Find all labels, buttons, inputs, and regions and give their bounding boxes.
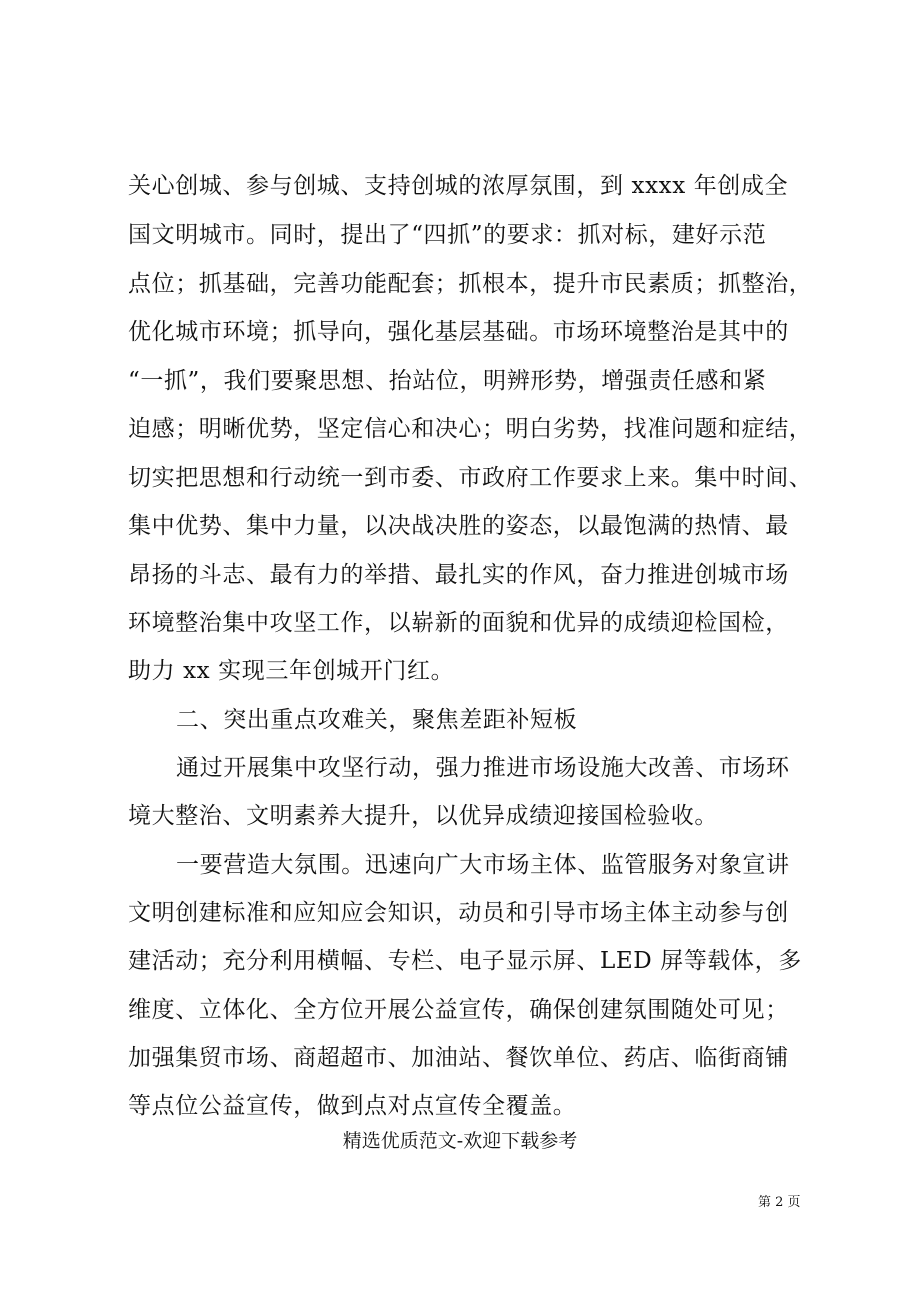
body-text-line: 建活动；充分利用横幅、专栏、电子显示屏、LED 屏等载体，多 [128,948,802,974]
section-heading: 二、突出重点攻难关，聚焦差距补短板 [176,707,578,733]
body-text-line: 文明创建标准和应知应会知识，动员和引导市场主体主动参与创 [128,900,789,926]
body-text-line: 通过开展集中攻坚行动，强力推进市场设施大改善、市场环 [176,755,790,781]
body-text-line: 境大整治、文明素养大提升，以优异成绩迎接国检验收。 [128,803,718,829]
body-text-line: 昂扬的斗志、最有力的举措、最扎实的作风，奋力推进创城市场 [128,562,789,588]
footer-note: 精选优质范文-欢迎下载参考 [342,1130,578,1152]
body-text-line: 关心创城、参与创城、支持创城的浓厚氛围，到 xxxx 年创成全 [128,173,789,199]
body-text-line: 加强集贸市场、商超超市、加油站、餐饮单位、药店、临街商铺 [128,1045,789,1071]
body-text-line: 切实把思想和行动统一到市委、市政府工作要求上来。集中时间、 [128,465,813,491]
body-text-line: 环境整治集中攻坚工作，以崭新的面貌和优异的成绩迎检国检， [128,610,789,636]
body-text-line: 集中优势、集中力量，以决战决胜的姿态，以最饱满的热情、最 [128,513,789,539]
body-text-line: 点位；抓基础，完善功能配套；抓根本，提升市民素质；抓整治， [128,271,813,297]
body-text-line: “一抓”，我们要聚思想、抬站位，明辨形势，增强责任感和紧 [128,368,767,394]
body-text-line: 优化城市环境；抓导向，强化基层基础。市场环境整治是其中的 [128,319,789,345]
body-text-line: 等点位公益宣传，做到点对点宣传全覆盖。 [128,1093,577,1119]
body-text-line: 维度、立体化、全方位开展公益宣传，确保创建氛围随处可见； [128,997,789,1023]
page-number: 第 2 页 [758,1195,801,1210]
body-text-line: 国文明城市。同时，提出了“四抓”的要求：抓对标，建好示范 [128,222,767,248]
body-text-line: 助力 xx 实现三年创城开门红。 [128,658,455,684]
body-text-line: 迫感；明晰优势，坚定信心和决心；明白劣势，找准问题和症结， [128,416,813,442]
body-text-line: 一要营造大氛围。迅速向广大市场主体、监管服务对象宣讲 [176,852,790,878]
